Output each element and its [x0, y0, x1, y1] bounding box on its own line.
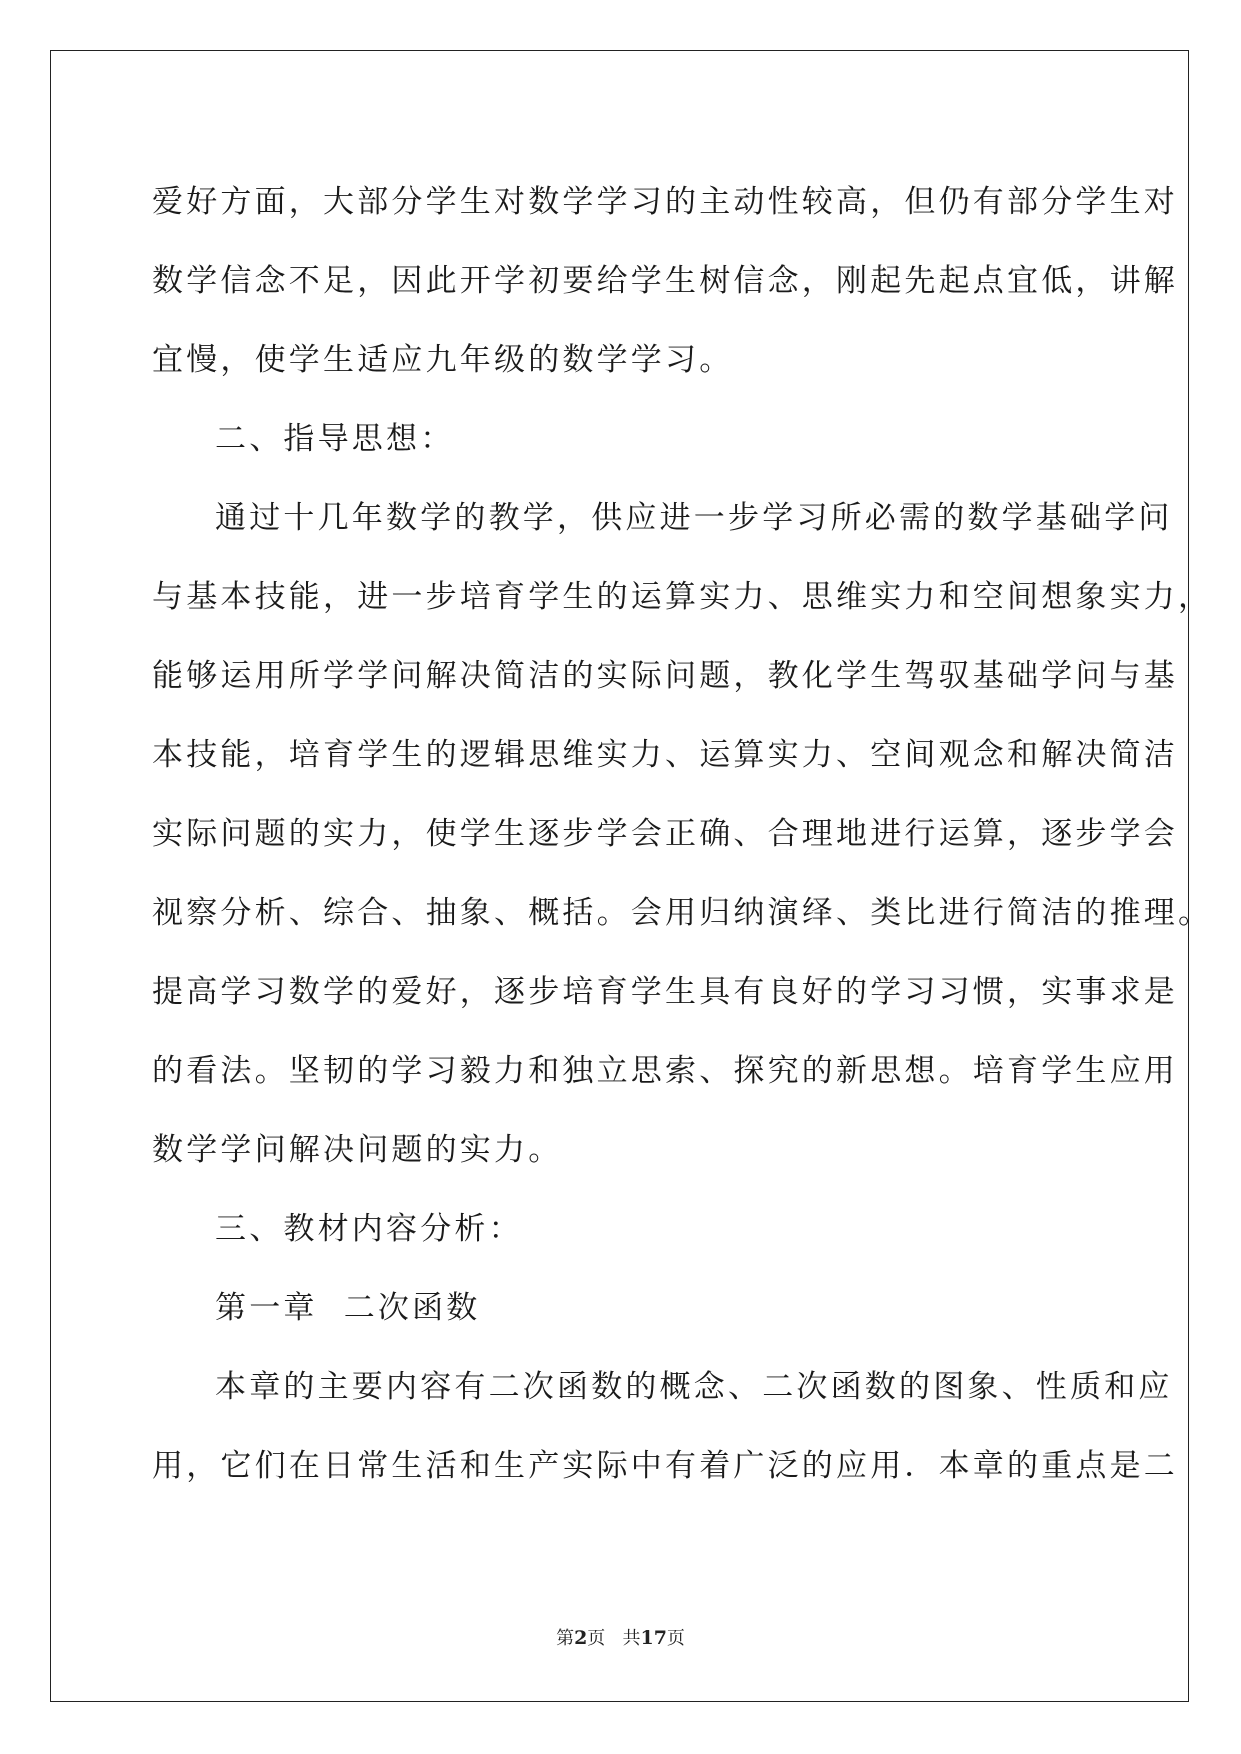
- text-line-11: 提高学习数学的爱好，逐步培育学生具有良好的学习习惯，实事求是: [152, 974, 1178, 1010]
- text-line-10: 视察分析、综合、抽象、概括。会用归纳演绎、类比进行简洁的推理。: [152, 895, 1213, 931]
- footer-total-suffix: 页: [666, 1628, 685, 1649]
- text-line-13: 数学学问解决问题的实力。: [152, 1132, 563, 1168]
- text-line-17: 用，它们在日常生活和生产实际中有着广泛的应用．本章的重点是二: [152, 1448, 1178, 1484]
- text-line-2: 数学信念不足，因此开学初要给学生树信念，刚起先起点宜低，讲解: [152, 263, 1178, 299]
- footer-page-suffix: 页: [587, 1628, 606, 1649]
- page-footer: [0, 1624, 1241, 1650]
- chapter-heading: 第一章 二次函数: [215, 1290, 481, 1326]
- text-line-6: 与基本技能，进一步培育学生的运算实力、思维实力和空间想象实力，: [152, 579, 1213, 615]
- section-heading-guiding-ideology: 二、指导思想：: [215, 421, 455, 457]
- text-line-9: 实际问题的实力，使学生逐步学会正确、合理地进行运算，逐步学会: [152, 816, 1178, 852]
- section-heading-textbook-analysis: 三、教材内容分析：: [215, 1211, 523, 1247]
- footer-page-number: 2: [574, 1627, 588, 1649]
- text-line-3: 宜慢，使学生适应九年级的数学学习。: [152, 342, 734, 378]
- text-line-5: 通过十几年数学的教学，供应进一步学习所必需的数学基础学问: [215, 500, 1173, 536]
- text-line-1: 爱好方面，大部分学生对数学学习的主动性较高，但仍有部分学生对: [152, 184, 1178, 220]
- footer-total-pages: 17: [640, 1627, 667, 1649]
- text-line-12: 的看法。坚韧的学习毅力和独立思索、探究的新思想。培育学生应用: [152, 1053, 1178, 1089]
- footer-prefix: 第: [556, 1628, 575, 1649]
- text-line-16: 本章的主要内容有二次函数的概念、二次函数的图象、性质和应: [215, 1369, 1173, 1405]
- document-body: [152, 163, 1213, 1506]
- text-line-8: 本技能，培育学生的逻辑思维实力、运算实力、空间观念和解决简洁: [152, 737, 1178, 773]
- text-line-7: 能够运用所学学问解决简洁的实际问题，教化学生驾驭基础学问与基: [152, 658, 1178, 694]
- footer-total-prefix: 共: [622, 1628, 641, 1649]
